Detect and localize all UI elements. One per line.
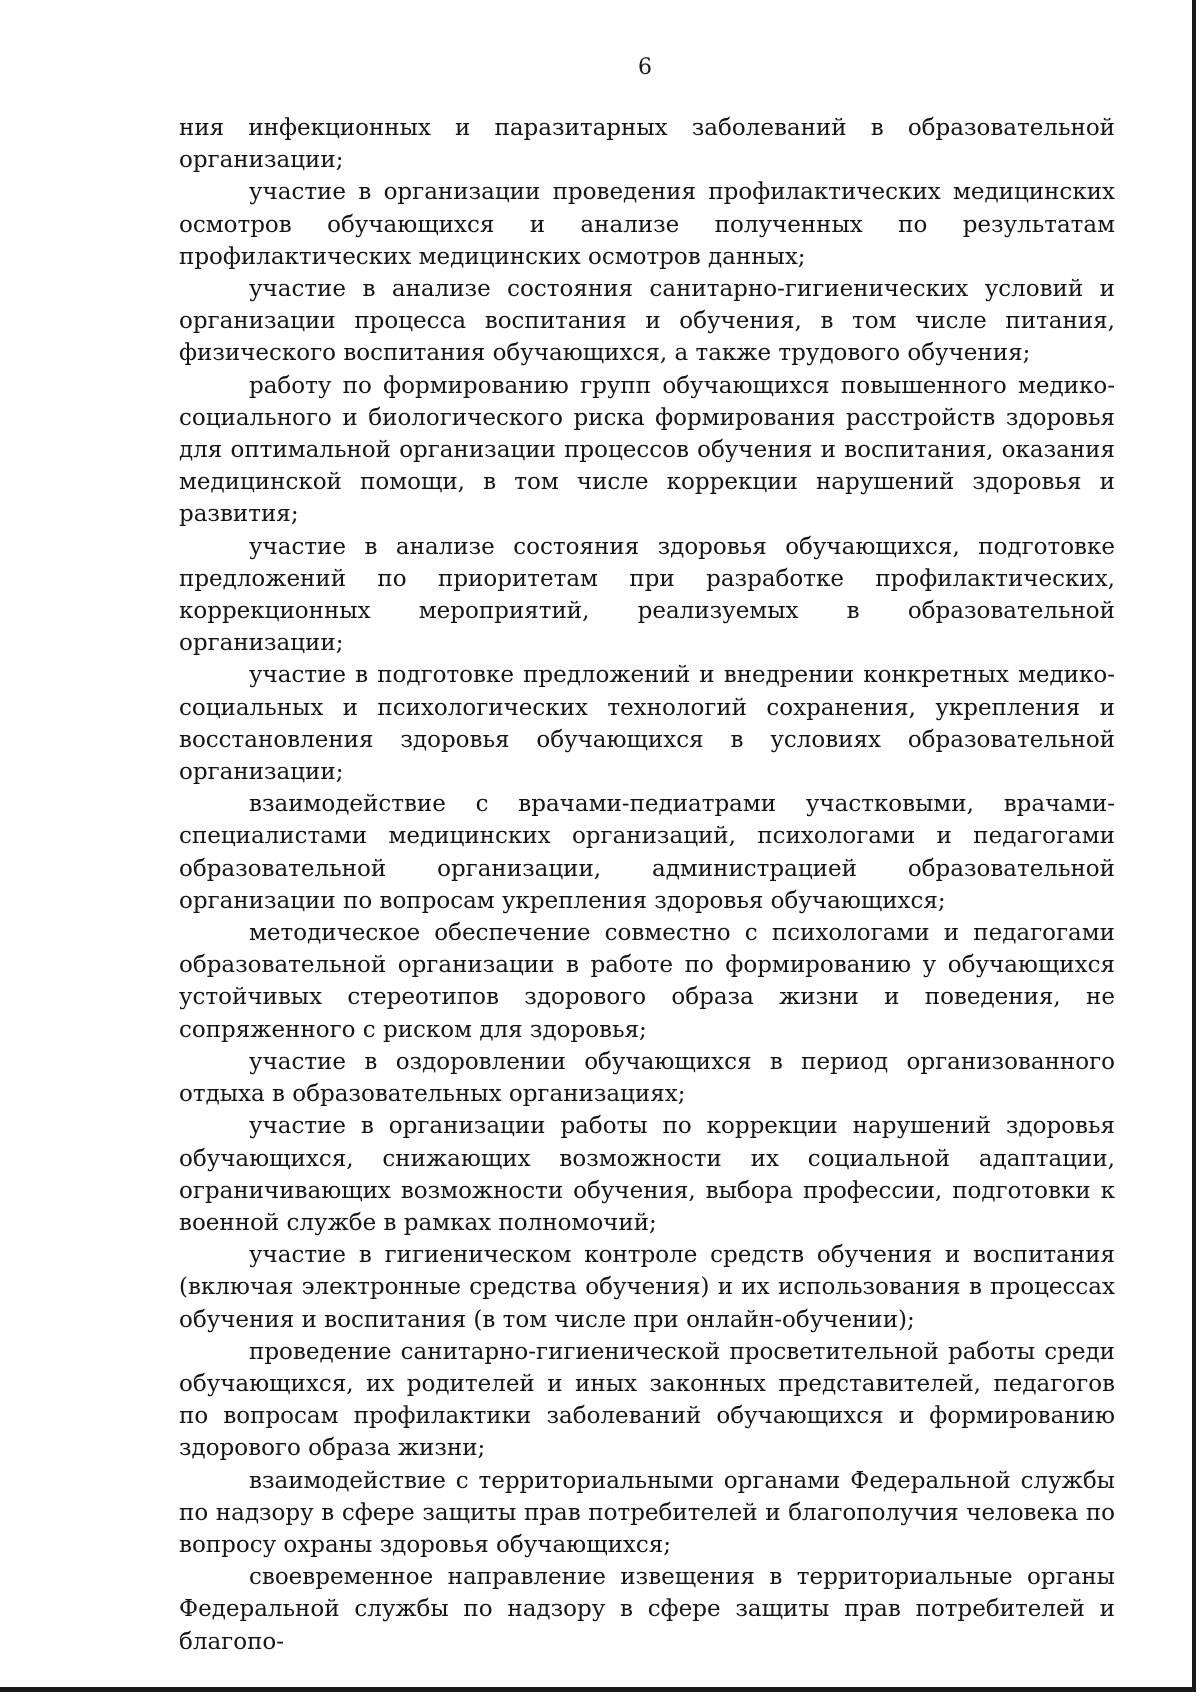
- paragraph: взаимодействие с территориальными органами Федеральной службы по надзору в сфере защиты прав потребителей и благополучия человека по вопросу охраны здоровья обучающихся;: [179, 1467, 1115, 1558]
- paragraph: участие в анализе состояния санитарно-гигиенических условий и организации процесса воспитания и обучения, в том числе питания, физического воспитания обучающихся, а также трудового обучения;: [179, 276, 1115, 367]
- document-body: [179, 112, 1115, 1658]
- paragraph: своевременное направление извещения в территориальные органы Федеральной службы по надзору в сфере защиты прав потребителей и благопо-: [179, 1564, 1115, 1655]
- paragraph: взаимодействие с врачами-педиатрами участковыми, врачами-специалистами медицинских организаций, психологами и педагогами образовательной организации, администрацией образовательной организации по вопросам укрепления здоровья обучающихся;: [179, 791, 1115, 914]
- paragraph: участие в организации проведения профилактических медицинских осмотров обучающихся и анализе полученных по результатам профилактических медицинских осмотров данных;: [179, 179, 1115, 270]
- paragraph: участие в организации работы по коррекции нарушений здоровья обучающихся, снижающих возможности их социальной адаптации, ограничивающих возможности обучения, выбора профессии, подготовки к военной службе в рамках полномочий;: [179, 1113, 1115, 1236]
- paragraph: участие в подготовке предложений и внедрении конкретных медико-социальных и психологических технологий сохранения, укрепления и восстановления здоровья обучающихся в условиях образовательной организации;: [179, 662, 1115, 786]
- paragraph: участие в гигиеническом контроле средств обучения и воспитания (включая электронные средства обучения) и их использования в процессах обучения и воспитания (в том числе при онлайн-обучении);: [179, 1242, 1115, 1333]
- paragraph: участие в оздоровлении обучающихся в период организованного отдыха в образовательных организациях;: [179, 1048, 1115, 1108]
- paragraph: проведение санитарно-гигиенической просветительной работы среди обучающихся, их родителей и иных законных представителей, педагогов по вопросам профилактики заболеваний обучающихся и формированию здорового образа жизни;: [179, 1338, 1115, 1462]
- paragraph: методическое обеспечение совместно с психологами и педагогами образовательной организации в работе по формированию у обучающихся устойчивых стереотипов здорового образа жизни и поведения, не сопряженного с риском для здоровья;: [179, 920, 1115, 1043]
- paragraph: работу по формированию групп обучающихся повышенного медико-социального и биологического риска формирования расстройств здоровья для оптимальной организации процессов обучения и воспитания, оказания медицинской помощи, в том числе коррекции нарушений здоровья и развития;: [179, 372, 1115, 528]
- paragraph: ния инфекционных и паразитарных заболеваний в образовательной организации;: [179, 115, 1115, 174]
- page-number: 6: [638, 55, 652, 80]
- paragraph: участие в анализе состояния здоровья обучающихся, подготовке предложений по приоритетам при разработке профилактических, коррекционных мероприятий, реализуемых в образовательной организации;: [179, 533, 1115, 657]
